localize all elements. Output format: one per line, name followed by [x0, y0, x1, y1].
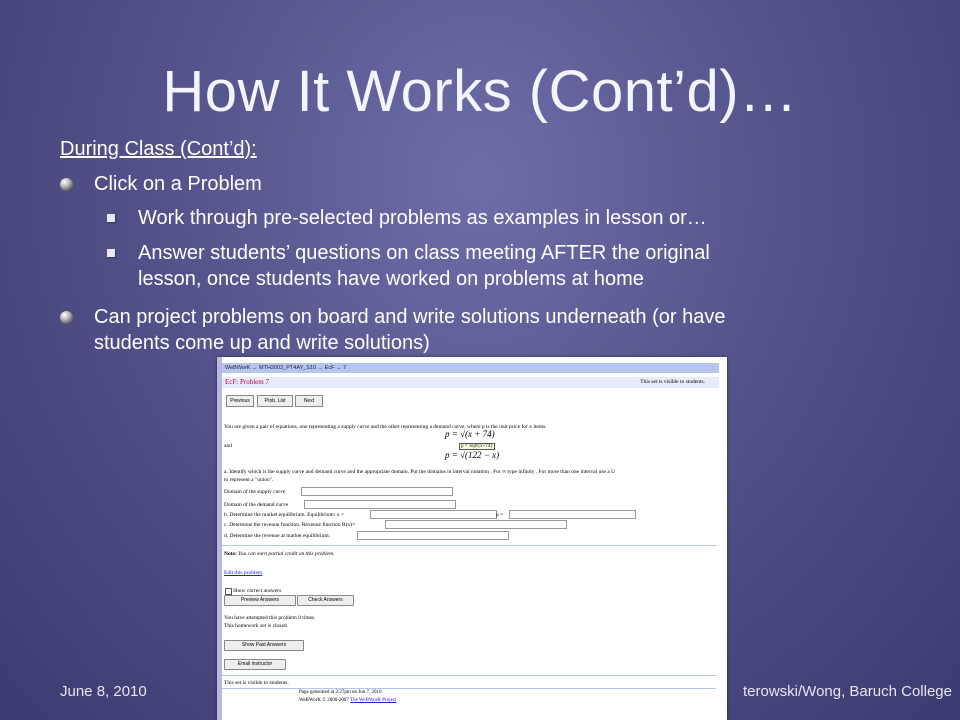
preview-answers-button[interactable]: [224, 595, 296, 606]
preview-answers-label: Preview Answers: [240, 597, 280, 603]
bullet-click-problem: Click on a Problem: [94, 173, 262, 195]
footer-visible-message: This set is visible to students.: [224, 680, 289, 686]
closed-text: This homework set is closed.: [224, 623, 289, 629]
check-answers-label: Check Answers: [308, 597, 343, 603]
bullet-line: students come up and write solutions): [94, 332, 430, 354]
email-instructor-label: Email instructor: [237, 661, 273, 667]
footer-date: June 8, 2010: [60, 683, 147, 700]
copyright-text: [299, 698, 396, 703]
note-text: [224, 551, 334, 557]
page-generated-text: Page generated at 2:27pm on Jun 7, 2010: [299, 690, 382, 695]
section-heading: During Class (Cont’d):: [60, 138, 257, 160]
prob-list-button[interactable]: [257, 395, 293, 407]
round-bullet-icon: [60, 178, 73, 191]
slide-title: How It Works (Cont’d)…: [162, 59, 798, 124]
divider: [222, 688, 716, 689]
problem-title: EcF: Problem 7: [225, 378, 269, 386]
show-past-answers-label: Show Past Answers: [241, 642, 287, 648]
email-instructor-button[interactable]: [224, 659, 286, 670]
show-correct-checkbox[interactable]: [225, 588, 232, 595]
part-b-text: b. Determine the market equilibrium. Equilibrium: x =: [224, 512, 344, 518]
previous-label: Previous: [230, 398, 250, 404]
bullet-project-problems: [94, 304, 894, 356]
part-c-text: c. Determine the revenue function. Revenue function R(x)=: [224, 522, 356, 528]
check-answers-button[interactable]: [297, 595, 354, 606]
domain-supply-label: Domain of the supply curve: [224, 489, 286, 495]
bullet-line: Can project problems on board and write solutions underneath (or have: [94, 306, 726, 328]
part-b-p-label: p =: [496, 512, 504, 518]
next-button[interactable]: [295, 395, 323, 407]
domain-supply-input[interactable]: [301, 487, 453, 496]
webwork-project-link[interactable]: The WeBWorK Project: [350, 698, 397, 703]
equation-demand: p = √(122 − x): [445, 450, 500, 460]
square-bullet-icon: [107, 249, 115, 257]
square-bullet-icon: [107, 214, 115, 222]
previous-button[interactable]: [226, 395, 254, 407]
equilibrium-x-input[interactable]: [370, 510, 497, 519]
equation-supply: p = √(x + 74): [445, 429, 495, 439]
show-past-answers-button[interactable]: [224, 640, 304, 651]
equilibrium-p-input[interactable]: [509, 510, 636, 519]
webwork-breadcrumb[interactable]: WeBWorK → MTH2003_PT4AY_S10 → EcF → 7: [222, 363, 719, 373]
sub-bullet-line: Answer students’ questions on class meeting AFTER the original: [138, 242, 710, 264]
prob-list-label: Prob. List: [264, 398, 286, 404]
next-label: Next: [303, 398, 315, 404]
show-correct-label: Show correct answers: [233, 588, 282, 594]
copyright-label: WeBWorK © 2000-2007: [299, 698, 349, 703]
attempts-text: You have attempted this problem 0 times.: [224, 615, 316, 621]
problem-intro: You are given a pair of equations, one representing a supply curve and the other representing a demand curve, where p is the unit price for x items.: [224, 424, 547, 430]
round-bullet-icon: [60, 311, 73, 324]
edit-problem-link[interactable]: Edit this problem: [224, 570, 263, 576]
sub-bullet-answer-questions: [138, 240, 918, 292]
and-label: and: [224, 443, 232, 449]
part-a-text-cont: to represent a "union".: [224, 477, 274, 483]
note-label: Note:: [224, 551, 237, 557]
equation-tooltip: p = \sqrt{x+74}: [461, 444, 493, 449]
part-a-text: a. Identify which is the supply curve and demand curve and the appropriate domain. Put the domains in interval notation . For ∞ type infinity . For more than one interval use a U: [224, 469, 616, 475]
problem-title-bar: [222, 377, 719, 388]
note-body: You can earn partial credit on this problem.: [238, 551, 335, 557]
revenue-input[interactable]: [357, 531, 509, 540]
sub-bullet-line: lesson, once students have worked on problems at home: [138, 268, 644, 290]
part-d-text: d. Determine the revenue at market equilibrium.: [224, 533, 330, 539]
domain-demand-input[interactable]: [304, 500, 456, 509]
footer-author: terowski/Wong, Baruch College: [743, 683, 952, 700]
screenshot-sidebar: [217, 357, 222, 720]
webwork-screenshot: [217, 357, 727, 720]
domain-demand-label: Domain of the demand curve: [224, 502, 289, 508]
sub-bullet-examples: Work through pre-selected problems as examples in lesson or…: [138, 207, 707, 229]
divider: [222, 675, 716, 676]
revenue-function-input[interactable]: [385, 520, 567, 529]
visible-message: This set is visible to students.: [640, 379, 705, 385]
divider: [222, 545, 716, 546]
